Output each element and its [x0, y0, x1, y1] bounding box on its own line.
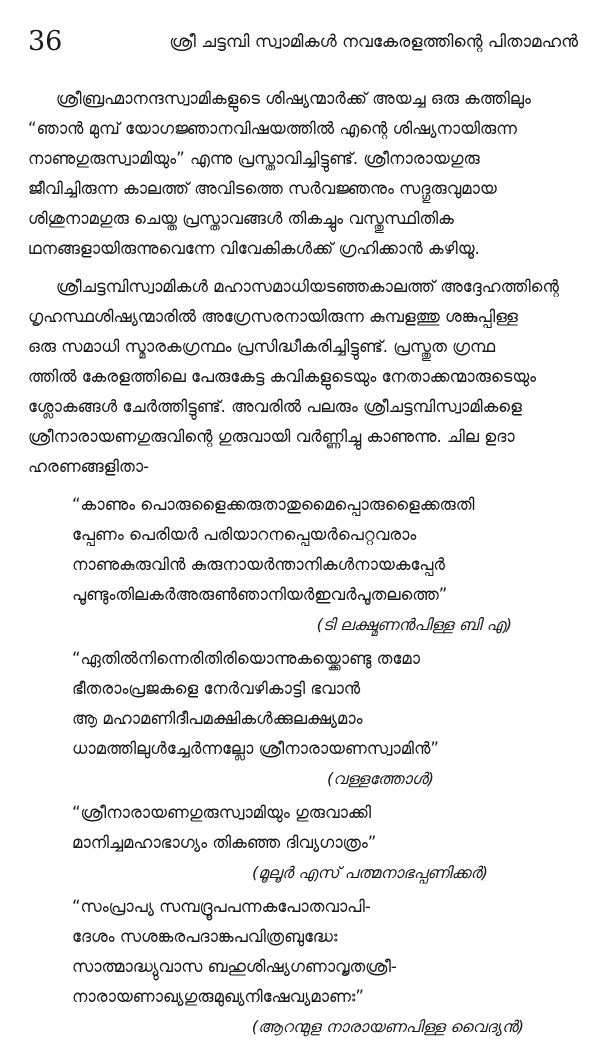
page-number: 36 [28, 26, 63, 57]
verse-line: “കാണും പൊരുളൈക്കരുതാതുമൈപ്പൊരുളൈക്കരുതി [72, 495, 475, 514]
verse-line: പ്പേണം പെരിയർ പരിയാറനപ്പെയർപെറ്റവരാം [72, 525, 417, 544]
verse-attribution: (ടി ലക്ഷ്മണൻപിള്ള ബി എ) [316, 615, 512, 634]
verse-line: “സംപ്രാപ്യ സമ്പദ്രൂപപന്നകപോതവാപി- [72, 897, 371, 916]
text-line: നാണുഗുരുസ്വാമിയും” എന്നു പ്രസ്താവിച്ചിട്ടുണ്ട്. ശ്രീനാരായഗുരു [28, 149, 480, 168]
text-line: ഹരണങ്ങളിതാ- [28, 457, 150, 476]
verse-line: ധാമത്തിലുൾച്ചേർന്നല്ലോ ശ്രീനാരായണസ്വാമിൻ” [72, 739, 439, 758]
paragraph-2 [28, 272, 576, 482]
paragraph-1 [28, 84, 576, 264]
text-line: ഗൃഹസ്ഥശിഷ്യന്മാരിൽ അഗ്രേസരനായിരുന്ന കുമ്പളത്തു ശങ്കുപ്പിള്ള [28, 307, 518, 326]
text-line: ശിശുനാമഗുരു ചെയ്ത പ്രസ്താവങ്ങൾ തികച്ചും വസ്തുസ്ഥിതിക [28, 209, 454, 228]
verse-line: “ശ്രീനാരായണഗുരുസ്വാമിയും ഗുരുവാക്കി [72, 803, 372, 822]
verse-attribution: (ആറന്മുള നാരായണപിള്ള വൈദ്യൻ) [251, 1017, 524, 1036]
verse-line: ആ മഹാമണിദീപമക്ഷികൾക്കുലക്ഷ്യമാം [72, 709, 363, 728]
text-line: ശ്രീബ്രഹ്മാനന്ദസ്വാമികളുടെ ശിഷ്യന്മാർക്ക് അയച്ച ഒരു കത്തിലും [56, 89, 531, 108]
verse-line: പൂണ്ടുംതിലകർഅരുൺഞാനിയർഇവർപൂതലത്തെ” [72, 585, 448, 604]
verse-attribution: (മൂലൂർ എസ് പത്മനാഭപ്പണിക്കർ) [252, 863, 488, 882]
verse-line: നാരായണാഖ്യഗുരുമുഖ്യനിഷേവ്യമാണഃ” [72, 987, 364, 1006]
running-title: ശ്രീ ചട്ടമ്പി സ്വാമികൾ നവകേരളത്തിന്റെ പിതാമഹൻ [169, 32, 578, 52]
verse-3 [28, 798, 576, 888]
text-line: ഒരു സമാധി സ്മാരകഗ്രന്ഥം പ്രസിദ്ധീകരിച്ചിട്ടുണ്ട്. പ്രസ്തുത ഗ്രന്ഥ [28, 337, 496, 356]
text-line: ശ്ലോകങ്ങൾ ചേർത്തിട്ടുണ്ട്. അവരിൽ പലരും ശ്രീചട്ടമ്പിസ്വാമികളെ [28, 397, 522, 416]
verse-line: മാനിച്ചമഹാഭാഗ്യം തികഞ്ഞ ദിവ്യഗാത്രം” [72, 833, 377, 852]
text-line: ശ്രീനാരായണഗുരുവിന്റെ ഗുരുവായി വർണ്ണിച്ചു കാണുന്നു. ചില ഉദാ [28, 427, 515, 446]
verse-2 [28, 644, 576, 794]
verse-line: നാണുകുരുവിൻ കുരുനായർന്താനികൾനായകപ്പേർ [72, 555, 445, 574]
text-line: ത്തിൽ കേരളത്തിലെ പേരുകേട്ട കവികളുടെയും നേതാക്കന്മാരുടെയും [28, 367, 537, 386]
verse-1 [28, 490, 576, 640]
page-header [28, 22, 578, 62]
verse-line: ഭീതരാംപ്രജകളെ നേർവഴികാട്ടി ഭവാൻ [72, 679, 361, 698]
verse-4 [28, 892, 576, 1042]
verse-line: സാത്മാദ്ധ്യുവാസ ബഹുശിഷ്യഗണാവൃതശ്രീ- [72, 957, 397, 976]
text-line: ജീവിച്ചിരുന്ന കാലത്ത് അവിടത്തെ സർവജ്ഞനും സദ്ഗുരുവുമായ [28, 179, 497, 198]
text-line: “ഞാൻ മുമ്പ് യോഗജ്ഞാനവിഷയത്തിൽ എന്റെ ശിഷ്യനായിരുന്ന [28, 119, 517, 138]
verse-line: ദേശം സശങ്കരപദാങ്കപവിത്രബുദ്ധേഃ [72, 927, 338, 946]
text-line: ശ്രീചട്ടമ്പിസ്വാമികൾ മഹാസമാധിയടഞ്ഞകാലത്ത് അദ്ദേഹത്തിന്റെ [56, 277, 559, 296]
verse-attribution: (വള്ളത്തോൾ) [327, 769, 434, 788]
verse-line: “ഏതിൽനിന്നെരിതിരിയൊന്നുകയ്ക്കൊണ്ടു തമോ [72, 649, 420, 668]
text-line: ഥനങ്ങളായിരുന്നുവെന്നേ വിവേകികൾക്ക് ഗ്രഹിക്കാൻ കഴിയൂ. [28, 239, 480, 258]
page-body [28, 84, 576, 1042]
